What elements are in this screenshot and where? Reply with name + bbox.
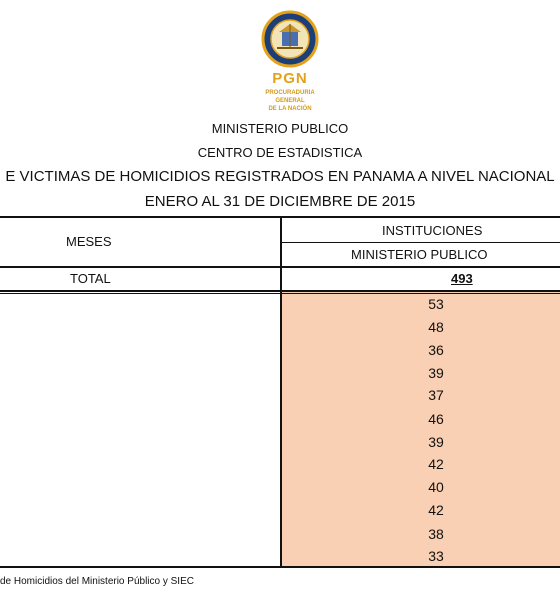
month-value: 46 [428,411,444,427]
month-value: 42 [428,456,444,472]
logo-line-2: GENERAL [275,98,305,104]
report-period: ENERO AL 31 DE DICIEMBRE DE 2015 [144,193,416,210]
source-note: de Homicidios del Ministerio Público y SIEC [0,576,194,587]
institutions-column-header: INSTITUCIONES [382,223,483,238]
month-value: 33 [428,548,444,564]
month-value: 37 [428,387,444,403]
month-value: 48 [428,319,444,335]
month-value: 38 [428,526,444,542]
pgn-logo [255,10,325,115]
month-value: 53 [428,296,444,312]
total-value: 493 [451,271,473,286]
report-title: E VICTIMAS DE HOMICIDIOS REGISTRADOS EN PANAMA A NIVEL NACIONAL [5,168,555,185]
seal-icon [255,10,325,70]
institutions-divider [281,242,560,243]
ministry-column-header: MINISTERIO PUBLICO [351,247,488,262]
ministry-heading: MINISTERIO PUBLICO [211,121,349,136]
month-value: 40 [428,479,444,495]
month-value: 39 [428,434,444,450]
total-label: TOTAL [70,271,111,286]
month-value: 36 [428,342,444,358]
month-value: 42 [428,502,444,518]
logo-acronym: PGN [272,70,308,87]
center-heading: CENTRO DE ESTADISTICA [197,145,363,160]
month-value: 39 [428,365,444,381]
logo-line-3: DE LA NACIÓN [268,106,312,112]
column-divider [280,216,282,567]
months-column-header: MESES [66,234,112,249]
logo-line-1: PROCURADURIA [265,90,315,96]
